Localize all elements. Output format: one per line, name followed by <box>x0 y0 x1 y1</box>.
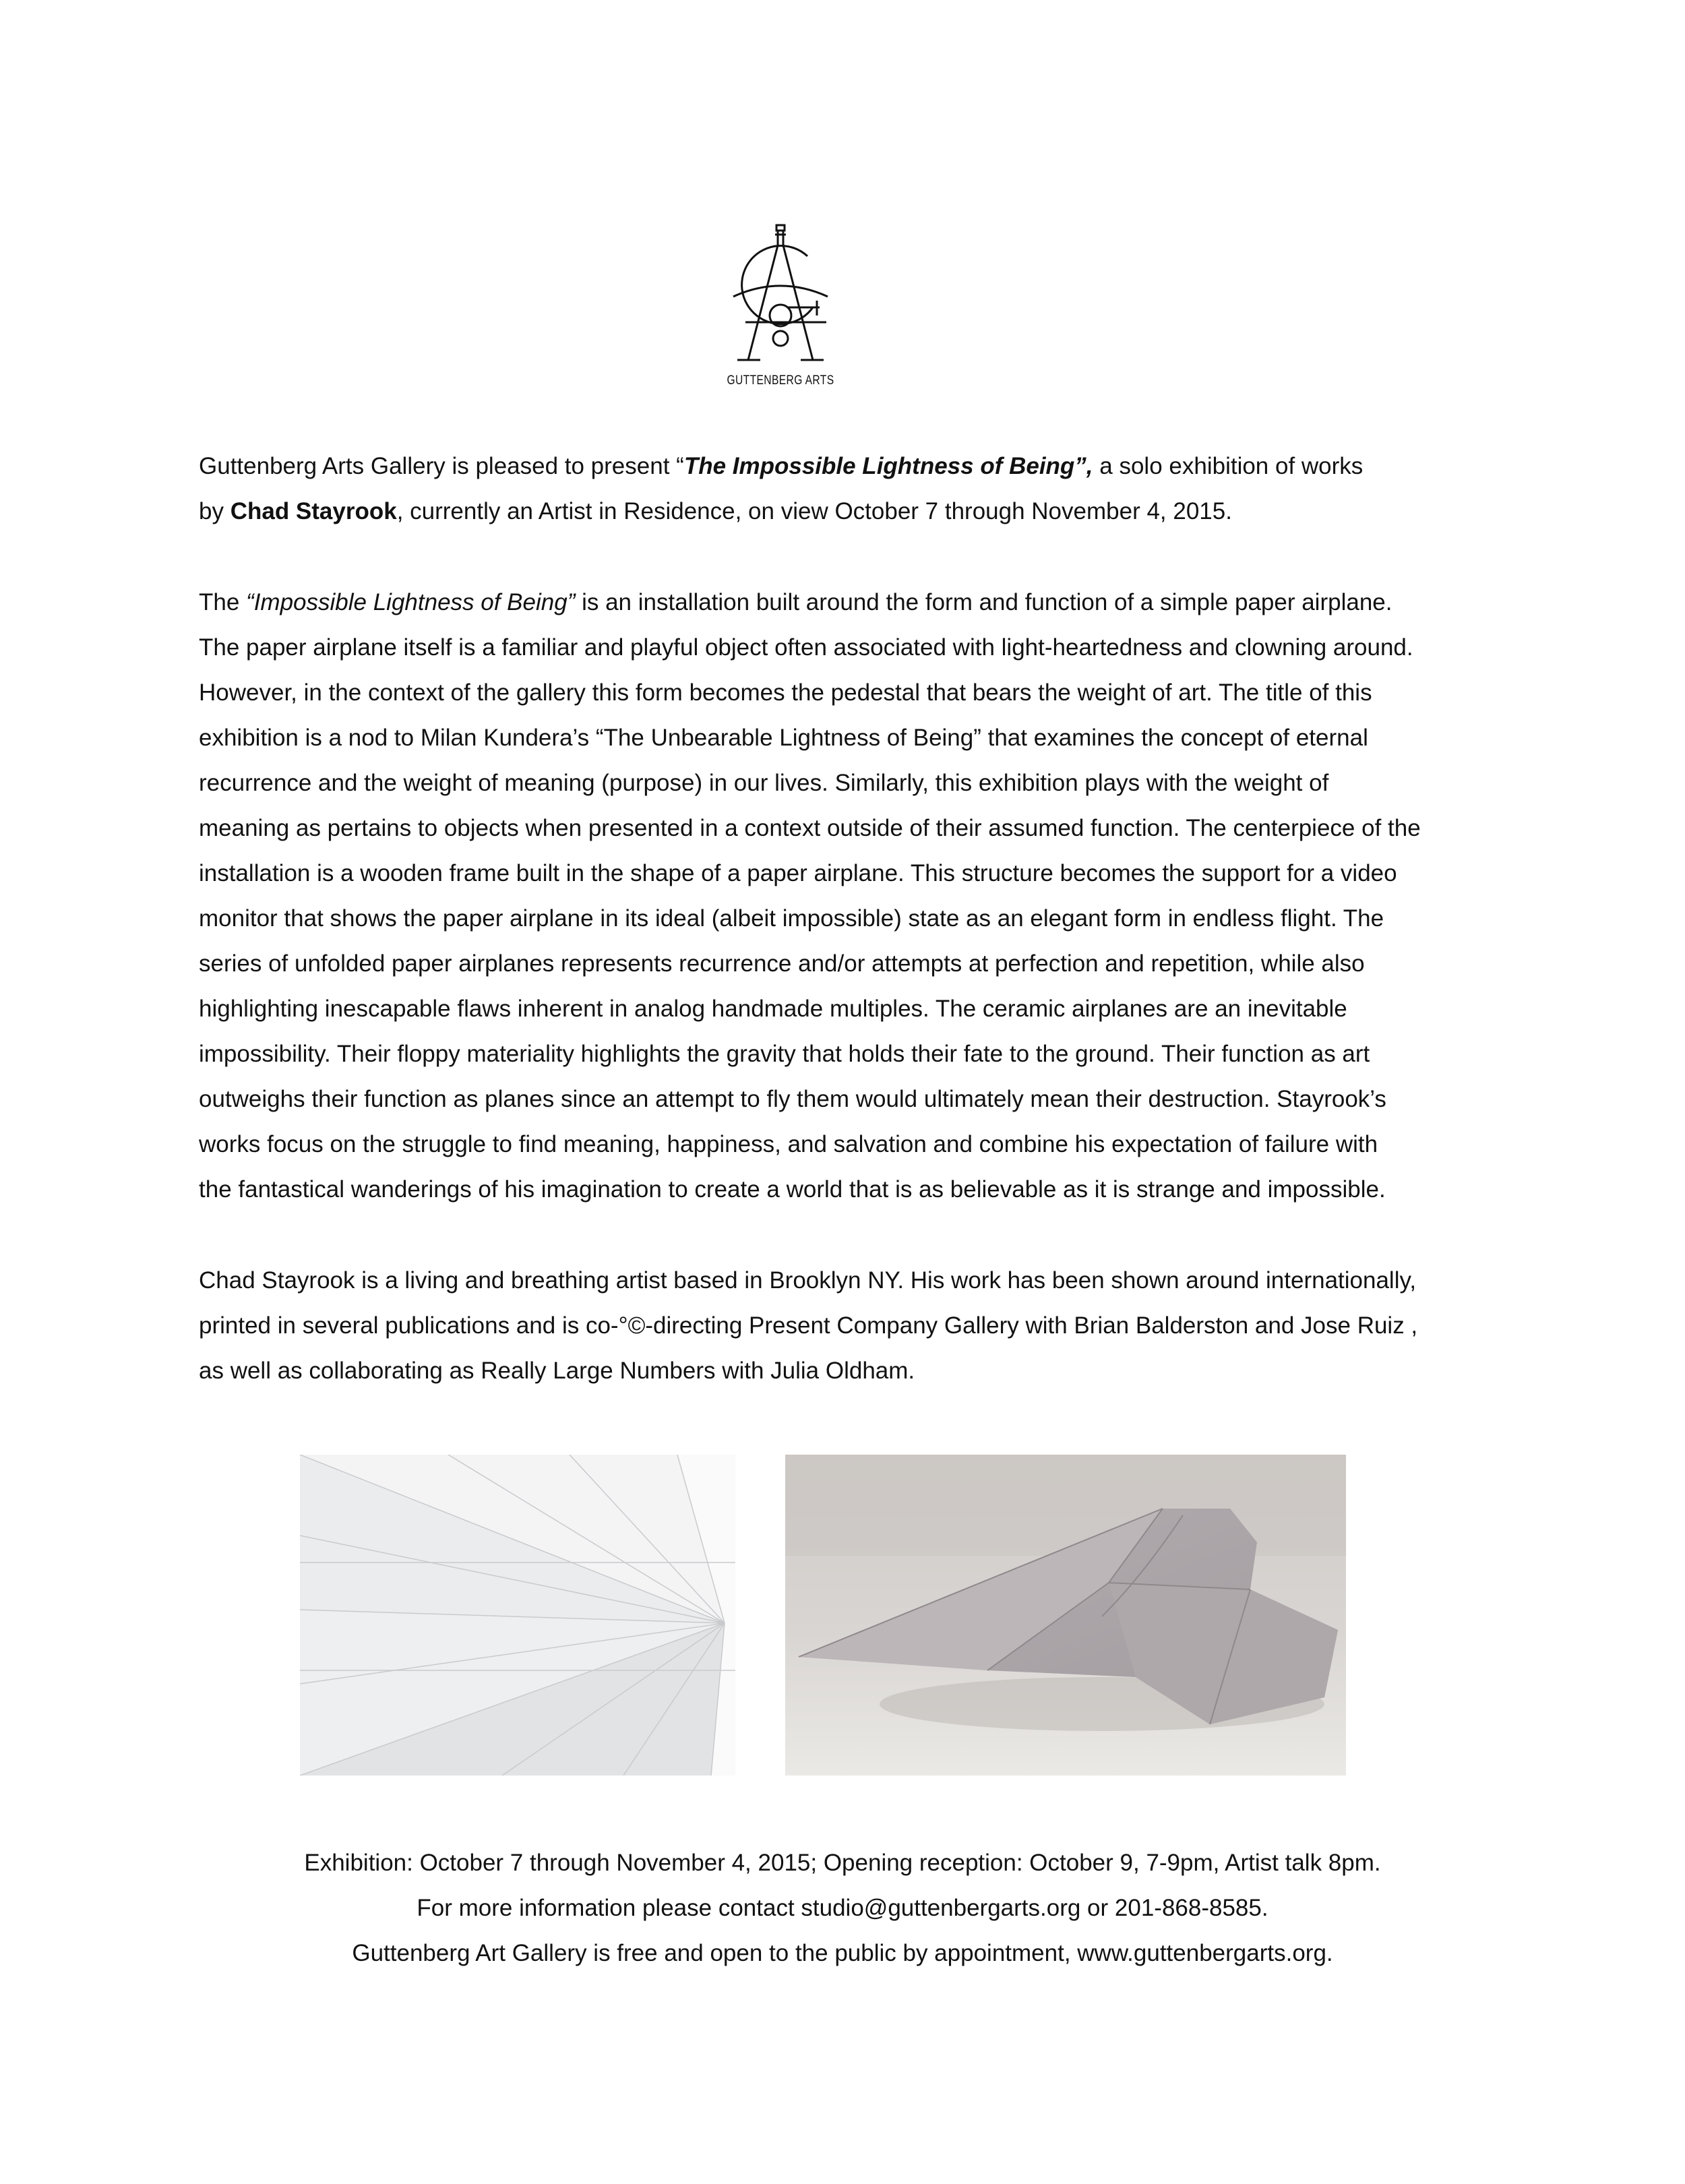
intro-line-1 <box>199 453 1363 480</box>
body-line: installation is a wooden frame built in the shape of a paper airplane. This structure becomes the support for a video <box>199 860 1397 886</box>
body-text: The <box>199 589 247 615</box>
body-line: impossibility. Their floppy materiality highlights the gravity that holds their fate to the ground. Their function as art <box>199 1041 1370 1067</box>
unfolded-paper-airplane-photo <box>300 1455 735 1776</box>
body-line: However, in the context of the gallery this form becomes the pedestal that bears the weight of art. The title of this <box>199 679 1372 706</box>
logo-wordmark: GUTTENBERG ARTS <box>727 373 834 388</box>
guttenberg-arts-logo <box>713 221 848 396</box>
body-line: outweighs their function as planes since an attempt to fly them would ultimately mean their destruction. Stayrook’s <box>199 1086 1386 1112</box>
footer-contact: For more information please contact studio@guttenbergarts.org or 201-868-8585. <box>417 1895 1268 1921</box>
body-line: series of unfolded paper airplanes represents recurrence and/or attempts at perfection and repetition, while also <box>199 950 1365 977</box>
body-line: the fantastical wanderings of his imagination to create a world that is as believable as it is strange and impossible. <box>199 1176 1386 1203</box>
exhibition-title: The Impossible Lightness of Being”, <box>683 453 1093 479</box>
logo-mark-icon <box>713 221 848 371</box>
ceramic-airplane-photo <box>785 1455 1346 1776</box>
body-line <box>199 589 1392 616</box>
body-line: monitor that shows the paper airplane in its ideal (albeit impossible) state as an elegant form in endless flight. The <box>199 905 1384 932</box>
body-line: meaning as pertains to objects when presented in a context outside of their assumed function. The centerpiece of the <box>199 815 1421 841</box>
intro-text: Guttenberg Arts Gallery is pleased to present “ <box>199 453 684 479</box>
artist-name: Chad Stayrook <box>230 498 397 524</box>
body-line: recurrence and the weight of meaning (purpose) in our lives. Similarly, this exhibition plays with the weight of <box>199 770 1329 796</box>
bio-line: Chad Stayrook is a living and breathing artist based in Brooklyn NY. His work has been shown around internationally, <box>199 1267 1417 1294</box>
footer-exhibition-dates: Exhibition: October 7 through November 4, 2015; Opening reception: October 9, 7-9pm, Artist talk 8pm. <box>304 1850 1381 1876</box>
bio-line: as well as collaborating as Really Large Numbers with Julia Oldham. <box>199 1358 915 1384</box>
body-line: works focus on the struggle to find meaning, happiness, and salvation and combine his expectation of failure with <box>199 1131 1378 1157</box>
body-line: highlighting inescapable flaws inherent in analog handmade multiples. The ceramic airplanes are an inevitable <box>199 996 1347 1022</box>
footer-gallery-info: Guttenberg Art Gallery is free and open to the public by appointment, www.guttenbergarts.org. <box>352 1940 1333 1966</box>
body-text: is an installation built around the form and function of a simple paper airplane. <box>575 589 1392 615</box>
body-line: The paper airplane itself is a familiar and playful object often associated with light-heartedness and clowning around. <box>199 634 1413 661</box>
intro-text: , currently an Artist in Residence, on view October 7 through November 4, 2015. <box>396 498 1232 524</box>
intro-text: by <box>199 498 231 524</box>
intro-line-2 <box>199 498 1232 525</box>
bio-line: printed in several publications and is co-°©-directing Present Company Gallery with Brian Balderston and Jose Ruiz , <box>199 1312 1418 1339</box>
body-line: exhibition is a nod to Milan Kundera’s “The Unbearable Lightness of Being” that examines the concept of eternal <box>199 725 1368 751</box>
intro-text: a solo exhibition of works <box>1093 453 1364 479</box>
exhibition-title-italic: “Impossible Lightness of Being” <box>246 589 576 615</box>
